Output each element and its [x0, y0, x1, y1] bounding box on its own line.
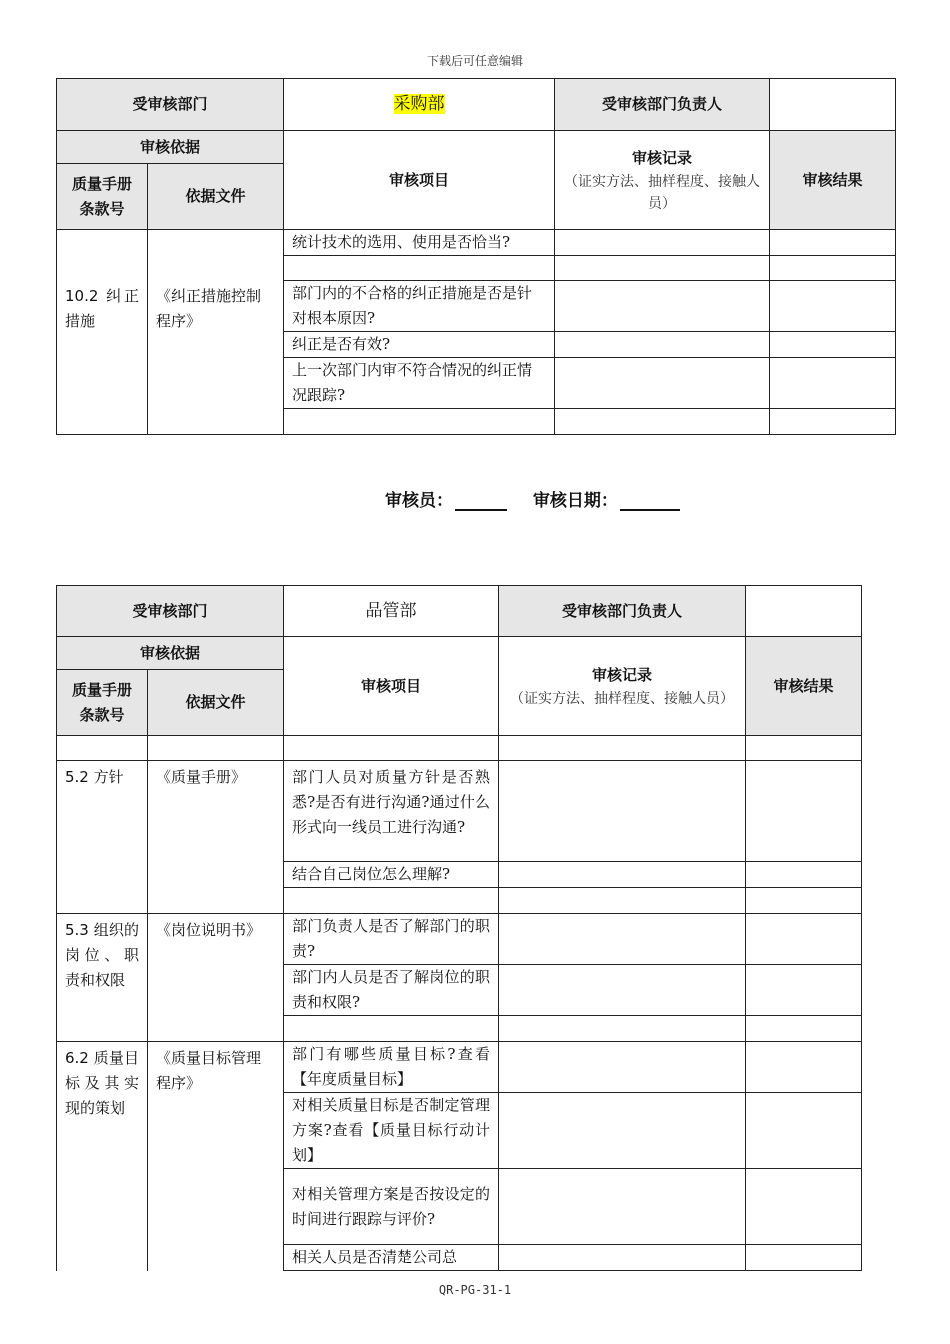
basis-label: 审核依据: [57, 131, 284, 164]
audit-table-quality: [56, 585, 862, 1271]
audit-record-sub: （证实方法、抽样程度、接触人员）: [510, 690, 735, 707]
dept-head-value[interactable]: [770, 79, 896, 131]
audit-item-label: 审核项目: [284, 637, 499, 736]
audit-item: [284, 409, 555, 435]
record-cell[interactable]: [499, 736, 746, 761]
audit-result-label: 审核结果: [770, 131, 896, 230]
result-cell[interactable]: [746, 1042, 862, 1093]
result-cell[interactable]: [746, 965, 862, 1016]
result-cell[interactable]: [770, 281, 896, 332]
header-note: 下载后可任意编辑: [426, 54, 523, 68]
dept-head-label: 受审核部门负责人: [555, 79, 770, 131]
record-cell[interactable]: [499, 1042, 746, 1093]
audit-item: 部门负责人是否了解部门的职责?: [284, 914, 499, 965]
audit-record-header: [499, 637, 746, 736]
audit-table-procurement: [56, 78, 896, 435]
audit-item: [284, 736, 499, 761]
doc-cell: 《质量手册》: [148, 761, 284, 914]
audit-item: 部门有哪些质量目标?查看【年度质量目标】: [284, 1042, 499, 1093]
audit-record-header: [555, 131, 770, 230]
record-cell[interactable]: [499, 862, 746, 888]
result-cell[interactable]: [746, 862, 862, 888]
result-cell[interactable]: [746, 1245, 862, 1271]
dept-label: 受审核部门: [57, 586, 284, 637]
audit-result-label: 审核结果: [746, 637, 862, 736]
doc-cell: [148, 736, 284, 761]
audit-item: 结合自己岗位怎么理解?: [284, 862, 499, 888]
audit-record-label: 审核记录: [632, 148, 693, 167]
doc-cell: 《纠正措施控制程序》: [148, 230, 284, 435]
result-cell[interactable]: [746, 1016, 862, 1042]
record-cell[interactable]: [499, 888, 746, 914]
audit-record-sub: （证实方法、抽样程度、接触人员）: [564, 173, 761, 212]
clause-cell: 5.2 方针: [57, 761, 148, 914]
audit-item: 部门内的不合格的纠正措施是否是针对根本原因?: [284, 281, 555, 332]
audit-item: 部门内人员是否了解岗位的职责和权限?: [284, 965, 499, 1016]
record-cell[interactable]: [499, 1093, 746, 1169]
dept-head-value[interactable]: [746, 586, 862, 637]
audit-record-label: 审核记录: [592, 665, 653, 684]
record-cell[interactable]: [555, 358, 770, 409]
result-cell[interactable]: [746, 1169, 862, 1245]
record-cell[interactable]: [555, 332, 770, 358]
result-cell[interactable]: [770, 358, 896, 409]
record-cell[interactable]: [499, 1245, 746, 1271]
audit-item: 统计技术的选用、使用是否恰当?: [284, 230, 555, 256]
dept-value: 品管部: [284, 586, 499, 637]
audit-item: 部门人员对质量方针是否熟悉?是否有进行沟通?通过什么形式向一线员工进行沟通?: [284, 761, 499, 862]
result-cell[interactable]: [746, 761, 862, 862]
audit-date-blank[interactable]: [620, 491, 680, 511]
audit-item: 相关人员是否清楚公司总: [284, 1245, 499, 1271]
record-cell[interactable]: [499, 965, 746, 1016]
dept-value: 采购部: [393, 94, 445, 114]
audit-item: 纠正是否有效?: [284, 332, 555, 358]
manual-clause-label: 质量手册条款号: [57, 670, 148, 736]
audit-date-label: 审核日期：: [532, 491, 618, 511]
manual-clause-label: 质量手册条款号: [57, 164, 148, 230]
signature-line: [385, 486, 680, 511]
result-cell[interactable]: [770, 230, 896, 256]
clause-cell: [57, 736, 148, 761]
doc-cell: 《质量目标管理程序》: [148, 1042, 284, 1271]
audit-item: [284, 256, 555, 281]
dept-value-cell: [284, 79, 555, 131]
basis-doc-label: 依据文件: [148, 670, 284, 736]
dept-label: 受审核部门: [57, 79, 284, 131]
result-cell[interactable]: [770, 256, 896, 281]
record-cell[interactable]: [555, 230, 770, 256]
record-cell[interactable]: [499, 1016, 746, 1042]
audit-item: [284, 888, 499, 914]
clause-cell: 5.3 组织的岗位、职责和权限: [57, 914, 148, 1042]
result-cell[interactable]: [770, 409, 896, 435]
clause-cell: 6.2 质量目标及其实现的策划: [57, 1042, 148, 1271]
result-cell[interactable]: [746, 736, 862, 761]
record-cell[interactable]: [499, 1169, 746, 1245]
audit-item: 上一次部门内审不符合情况的纠正情况跟踪?: [284, 358, 555, 409]
clause-cell: 10.2 纠正措施: [57, 230, 148, 435]
footer-code: QR-PG-31-1: [438, 1283, 512, 1297]
record-cell[interactable]: [555, 256, 770, 281]
result-cell[interactable]: [746, 888, 862, 914]
record-cell[interactable]: [555, 409, 770, 435]
basis-label: 审核依据: [57, 637, 284, 670]
dept-head-label: 受审核部门负责人: [499, 586, 746, 637]
audit-item: 对相关质量目标是否制定管理方案?查看【质量目标行动计划】: [284, 1093, 499, 1169]
audit-item-label: 审核项目: [284, 131, 555, 230]
record-cell[interactable]: [555, 281, 770, 332]
auditor-label: 审核员：: [385, 491, 453, 511]
result-cell[interactable]: [770, 332, 896, 358]
basis-doc-label: 依据文件: [148, 164, 284, 230]
audit-item: [284, 1016, 499, 1042]
record-cell[interactable]: [499, 761, 746, 862]
audit-item: 对相关管理方案是否按设定的时间进行跟踪与评价?: [284, 1169, 499, 1245]
auditor-blank[interactable]: [455, 491, 507, 511]
doc-cell: 《岗位说明书》: [148, 914, 284, 1042]
record-cell[interactable]: [499, 914, 746, 965]
result-cell[interactable]: [746, 1093, 862, 1169]
result-cell[interactable]: [746, 914, 862, 965]
